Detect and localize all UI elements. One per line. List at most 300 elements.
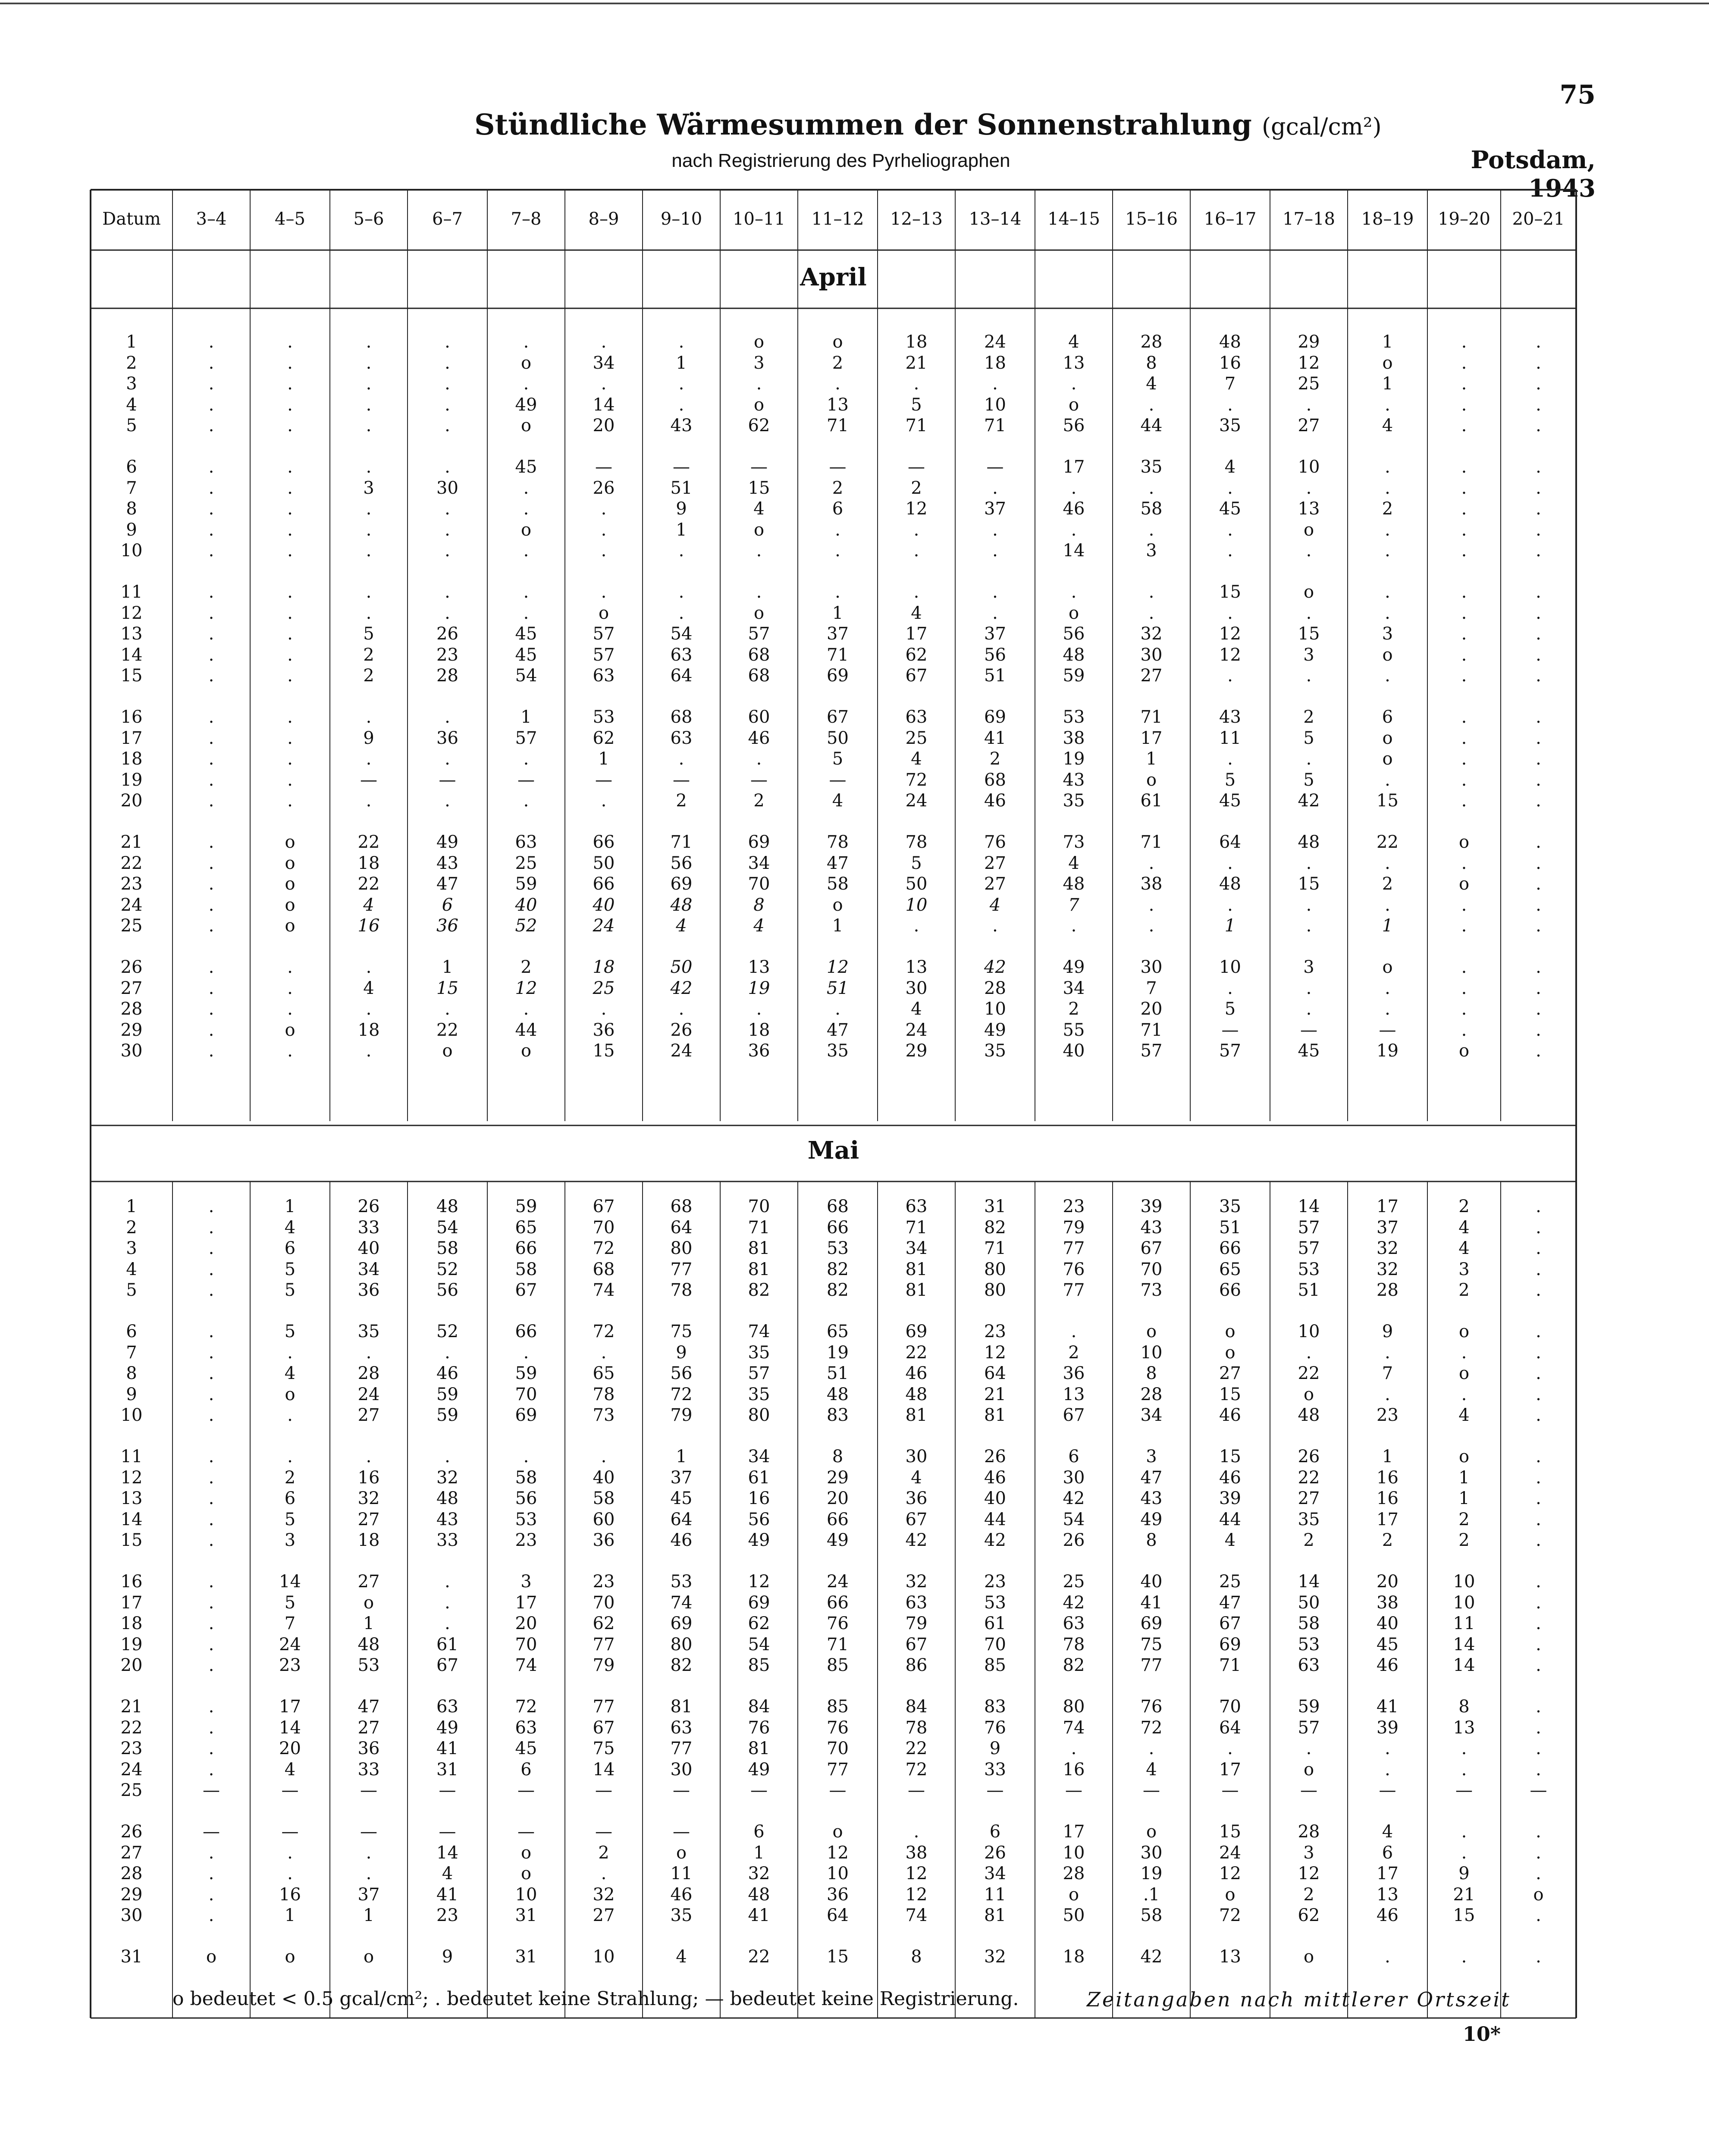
table-cell: 1 [832,916,844,936]
table-cell: . [208,1384,214,1404]
table-cell: . [523,999,529,1019]
table-cell: 63 [670,645,693,665]
table-cell: 16 [748,1489,770,1509]
table-cell: . [366,520,372,540]
table-cell: 59 [515,874,537,894]
table-cell: 57 [748,1363,770,1384]
table-cell: 72 [593,1238,615,1259]
table-cell: . [1536,1822,1541,1842]
table-cell: 64 [1219,1717,1241,1738]
table-cell: . [601,1342,607,1363]
table-cell: 5 [284,1280,296,1300]
table-cell: 1 [521,707,532,727]
table-cell: 8 [1146,353,1157,373]
table-cell: 43 [1219,707,1241,727]
table-cell: 12 [1219,1864,1241,1884]
table-cell: . [1461,374,1467,394]
table-cell: 34 [748,1447,770,1467]
table-cell: 48 [1219,874,1241,894]
table-cell: . [445,416,450,436]
table-cell: 4 [284,1217,296,1238]
table-cell: 63 [905,1197,928,1216]
table-cell: 56 [436,1280,458,1300]
table-cell: . [1461,478,1467,498]
table-cell: 4 [676,916,687,936]
table-cell: 26 [670,1020,693,1040]
table-cell: 14 [1298,1572,1320,1592]
table-cell: 14 [1298,1197,1320,1216]
table-cell: 30 [1063,1467,1085,1488]
table-cell: . [208,1405,214,1426]
table-cell: 27 [593,1905,615,1926]
legend-footnote: o bedeutet < 0.5 gcal/cm²; . bedeutet keine Strahlung; — bedeutet keine Registrierung. [172,1988,1019,2010]
table-cell: 22 [905,1342,928,1363]
table-cell: 59 [1063,666,1085,686]
table-cell: . [1461,978,1467,998]
row-date: 3 [126,1238,137,1259]
table-cell: 45 [515,624,537,644]
table-cell: 47 [436,874,458,894]
table-cell: . [287,541,293,561]
table-cell: 2 [1303,707,1314,727]
table-cell: . [208,1041,214,1061]
table-cell: . [1227,603,1233,623]
table-cell: 62 [748,1614,770,1634]
table-cell: . [601,791,607,811]
table-cell: . [445,332,450,352]
table-cell: 18 [1063,1947,1085,1967]
table-cell: 56 [1063,624,1085,644]
table-cell: 84 [905,1697,928,1717]
table-cell: . [445,999,450,1019]
table-cell: 62 [1298,1905,1320,1926]
table-cell: . [1461,1759,1467,1780]
table-cell: 28 [357,1363,380,1384]
table-cell: . [208,332,214,352]
table-cell: 25 [1298,374,1320,394]
table-cell: . [1536,353,1541,373]
table-cell: 59 [436,1405,458,1426]
table-cell: . [208,1592,214,1613]
table-cell: . [601,1864,607,1884]
table-cell: . [1148,395,1154,415]
table-cell: 14 [279,1572,301,1592]
table-cell: 17 [905,624,928,644]
table-cell: 32 [436,1467,458,1488]
table-cell: . [208,1217,214,1238]
table-cell: o [285,1384,295,1404]
table-cell: . [1536,791,1541,811]
table-cell: 40 [593,1467,615,1488]
table-cell: 30 [436,478,458,498]
table-cell: . [445,1592,450,1613]
table-cell: . [208,895,214,915]
table-cell: 37 [1377,1217,1399,1238]
table-cell: 42 [1140,1947,1163,1967]
table-cell: o [285,916,295,936]
table-cell: . [1461,1822,1467,1842]
column-header-hour: 9–10 [660,209,702,229]
table-cell: 4 [1146,1759,1157,1780]
table-cell: 12 [1298,353,1320,373]
table-cell: 70 [1140,1259,1163,1279]
table-cell: 48 [1219,332,1241,352]
table-cell: — [439,1822,456,1842]
table-cell: . [445,749,450,769]
month-heading: Mai [807,1136,859,1165]
table-cell: 62 [905,645,928,665]
table-cell: 17 [1377,1509,1399,1529]
table-cell: 64 [670,1217,693,1238]
table-cell: . [835,374,840,394]
table-cell: 2 [1382,499,1393,519]
table-cell: 8 [1146,1530,1157,1551]
table-cell: 76 [827,1614,849,1634]
table-cell: 20 [515,1614,537,1634]
table-cell: . [1536,645,1541,665]
table-cell: . [208,1467,214,1488]
table-cell: 58 [1140,1905,1163,1926]
table-cell: 36 [593,1530,615,1551]
table-cell: 50 [827,728,849,748]
row-date: 13 [120,1489,143,1509]
column-header-hour: 19–20 [1438,209,1490,229]
table-cell: . [1306,916,1312,936]
table-cell: . [208,1238,214,1259]
row-date: 12 [120,1467,143,1488]
table-cell: 67 [905,1634,928,1655]
table-cell: 67 [827,707,849,727]
table-cell: 47 [827,1020,849,1040]
row-date: 15 [120,666,143,686]
table-cell: 20 [1377,1572,1399,1592]
table-cell: . [1461,1843,1467,1863]
table-cell: 3 [284,1530,296,1551]
table-cell: 41 [1377,1697,1399,1717]
row-date: 28 [120,999,143,1019]
table-cell: . [366,353,372,373]
table-cell: . [287,728,293,748]
table-cell: . [208,457,214,477]
table-cell: o [1382,353,1393,373]
table-cell: 4 [832,791,844,811]
table-cell: 53 [515,1509,537,1529]
table-cell: 63 [905,707,928,727]
table-cell: 10 [905,895,928,915]
table-cell: 34 [748,853,770,873]
table-cell: 34 [1140,1405,1163,1426]
table-cell: . [287,957,293,977]
table-cell: 22 [905,1739,928,1759]
table-cell: — [595,1780,612,1801]
table-cell: o [1458,1447,1470,1467]
table-cell: . [1536,1655,1541,1676]
table-cell: . [366,416,372,436]
row-date: 11 [120,1447,143,1467]
table-cell: . [1385,541,1390,561]
table-cell: o [753,603,765,623]
table-cell: 65 [827,1322,849,1341]
table-cell: . [287,666,293,686]
table-cell: 26 [984,1447,1006,1467]
table-cell: . [208,728,214,748]
table-cell: . [287,1864,293,1884]
table-cell: . [445,1342,450,1363]
table-cell: 78 [905,1717,928,1738]
table-cell: . [913,1822,919,1842]
table-cell: 50 [1063,1905,1085,1926]
table-cell: o [1382,957,1393,977]
table-cell: . [913,520,919,540]
table-cell: 79 [593,1655,615,1676]
table-cell: 80 [984,1280,1006,1300]
table-cell: . [1536,582,1541,602]
table-cell: 64 [1219,832,1241,852]
table-cell: — [281,1780,299,1801]
table-cell: 27 [1298,416,1320,436]
table-cell: 35 [1140,457,1163,477]
row-date: 11 [120,582,143,602]
table-cell: 58 [1140,499,1163,519]
table-cell: 26 [984,1843,1006,1863]
table-cell: . [1536,1592,1541,1613]
table-cell: . [523,332,529,352]
table-cell: . [1536,749,1541,769]
table-cell: . [366,999,372,1019]
row-date: 9 [126,1384,137,1404]
row-date: 5 [126,416,137,436]
table-cell: . [366,332,372,352]
table-cell: 6 [1382,1843,1393,1863]
table-cell: 70 [1219,1697,1241,1717]
table-cell: 35 [984,1041,1006,1061]
table-cell: 24 [1219,1843,1241,1863]
table-cell: 20 [1140,999,1163,1019]
row-date: 14 [120,645,143,665]
table-cell: 45 [1219,791,1241,811]
row-date: 23 [120,1739,143,1759]
table-cell: . [1227,541,1233,561]
table-cell: 1 [1382,916,1393,936]
table-cell: . [1536,395,1541,415]
table-cell: . [208,1509,214,1529]
table-cell: 36 [593,1020,615,1040]
table-cell: o [521,1864,532,1884]
table-cell: . [1306,478,1312,498]
table-cell: 36 [905,1489,928,1509]
table-cell: 44 [515,1020,537,1040]
table-cell: 27 [984,874,1006,894]
table-cell: 10 [1453,1572,1475,1592]
table-cell: 35 [748,1384,770,1404]
table-cell: 41 [748,1905,770,1926]
table-cell: . [1385,1947,1390,1967]
row-date: 10 [120,541,143,561]
table-cell: 23 [436,1905,458,1926]
table-cell: 77 [1063,1280,1085,1300]
table-cell: 26 [1063,1530,1085,1551]
table-cell: . [445,520,450,540]
table-cell: 76 [984,1717,1006,1738]
table-cell: . [366,499,372,519]
table-cell: 22 [357,832,380,852]
table-cell: . [208,1864,214,1884]
table-cell: . [208,1363,214,1384]
table-cell: . [287,353,293,373]
table-cell: 13 [1063,353,1085,373]
table-cell: 51 [827,978,849,998]
table-cell: — [673,457,690,477]
table-cell: 51 [1298,1280,1320,1300]
table-cell: 70 [515,1634,537,1655]
table-cell: 38 [1140,874,1163,894]
table-cell: . [1461,541,1467,561]
table-cell: 5 [1224,999,1236,1019]
table-cell: 63 [515,1717,537,1738]
table-cell: o [1225,1322,1235,1341]
table-cell: . [208,582,214,602]
table-cell: 71 [827,1634,849,1655]
table-cell: 69 [984,707,1006,727]
table-cell: 80 [748,1405,770,1426]
table-cell: . [1306,895,1312,915]
table-cell: 32 [357,1489,380,1509]
table-cell: o [1303,1947,1314,1967]
table-cell: 72 [905,1759,928,1780]
table-cell: 24 [279,1634,301,1655]
table-cell: 32 [1377,1238,1399,1259]
table-cell: . [1536,478,1541,498]
table-cell: 53 [1063,707,1085,727]
table-cell: 22 [357,874,380,894]
table-cell: o [1146,1322,1157,1341]
table-cell: . [208,1614,214,1634]
table-cell: 5 [284,1592,296,1613]
table-cell: . [445,499,450,519]
table-cell: 85 [827,1697,849,1717]
table-cell: 27 [357,1717,380,1738]
table-cell: . [208,1197,214,1216]
table-cell: . [1306,749,1312,769]
column-header-hour: 10–11 [733,209,785,229]
table-cell: . [366,957,372,977]
table-cell: o [1068,395,1079,415]
table-cell: 25 [593,978,615,998]
table-cell: 5 [1224,770,1236,790]
table-cell: 22 [1298,1467,1320,1488]
table-cell: 11 [984,1884,1006,1905]
table-cell: 41 [436,1884,458,1905]
table-cell: 68 [984,770,1006,790]
table-cell: 67 [1219,1614,1241,1634]
table-cell: . [913,582,919,602]
table-cell: . [1148,916,1154,936]
table-cell: . [523,791,529,811]
table-cell: . [1461,707,1467,727]
table-cell: . [756,374,762,394]
table-cell: 2 [1458,1509,1470,1529]
table-cell: 10 [515,1884,537,1905]
table-cell: 72 [1219,1905,1241,1926]
row-date: 19 [120,770,143,790]
table-cell: 1 [832,603,844,623]
table-cell: 86 [905,1655,928,1676]
table-cell: 14 [1453,1655,1475,1676]
table-cell: . [601,582,607,602]
table-cell: 2 [832,353,844,373]
table-cell: 4 [1458,1238,1470,1259]
table-cell: 3 [363,478,374,498]
table-cell: — [360,1822,377,1842]
table-cell: 74 [1063,1717,1085,1738]
table-cell: . [1536,603,1541,623]
table-cell: . [1148,895,1154,915]
table-cell: 24 [827,1572,849,1592]
table-cell: — [673,770,690,790]
table-cell: . [445,395,450,415]
table-cell: 30 [1140,1843,1163,1863]
table-cell: 81 [748,1259,770,1279]
row-date: 23 [120,874,143,894]
table-cell: . [1536,895,1541,915]
table-cell: .1 [1143,1884,1160,1905]
column-header-hour: 18–19 [1361,209,1414,229]
table-cell: 85 [984,1655,1006,1676]
table-cell: 1 [284,1905,296,1926]
table-cell: 35 [1219,416,1241,436]
table-cell: 82 [827,1259,849,1279]
row-date: 8 [126,499,137,519]
table-cell: 66 [1219,1238,1241,1259]
table-cell: 64 [827,1905,849,1926]
table-cell: . [208,353,214,373]
table-cell: 5 [911,853,922,873]
table-cell: . [523,1447,529,1467]
row-date: 16 [120,707,143,727]
table-cell: . [287,499,293,519]
table-cell: . [1071,520,1077,540]
table-cell: 6 [1382,707,1393,727]
row-date: 12 [120,603,143,623]
table-cell: 10 [984,395,1006,415]
table-cell: 36 [436,728,458,748]
table-cell: 1 [1458,1467,1470,1488]
table-cell: o [285,1020,295,1040]
table-cell: . [445,374,450,394]
table-cell: 71 [984,416,1006,436]
table-cell: 48 [827,1384,849,1404]
table-cell: 10 [1140,1342,1163,1363]
table-cell: 2 [1303,1530,1314,1551]
table-cell: 69 [670,1614,693,1634]
table-cell: 23 [1063,1197,1085,1216]
table-cell: 45 [1219,499,1241,519]
table-cell: 66 [515,1238,537,1259]
table-cell: 74 [593,1280,615,1300]
table-cell: 30 [905,1447,928,1467]
table-cell: 22 [1298,1363,1320,1384]
table-cell: 10 [1298,1322,1320,1341]
table-cell: 85 [748,1655,770,1676]
table-cell: 16 [279,1884,301,1905]
table-cell: 26 [1298,1447,1320,1467]
table-cell: 42 [984,1530,1006,1551]
table-cell: o [1458,874,1470,894]
table-cell: 51 [827,1363,849,1384]
table-cell: — [1221,1020,1239,1040]
table-cell: 63 [670,728,693,748]
row-date: 7 [126,1342,137,1363]
